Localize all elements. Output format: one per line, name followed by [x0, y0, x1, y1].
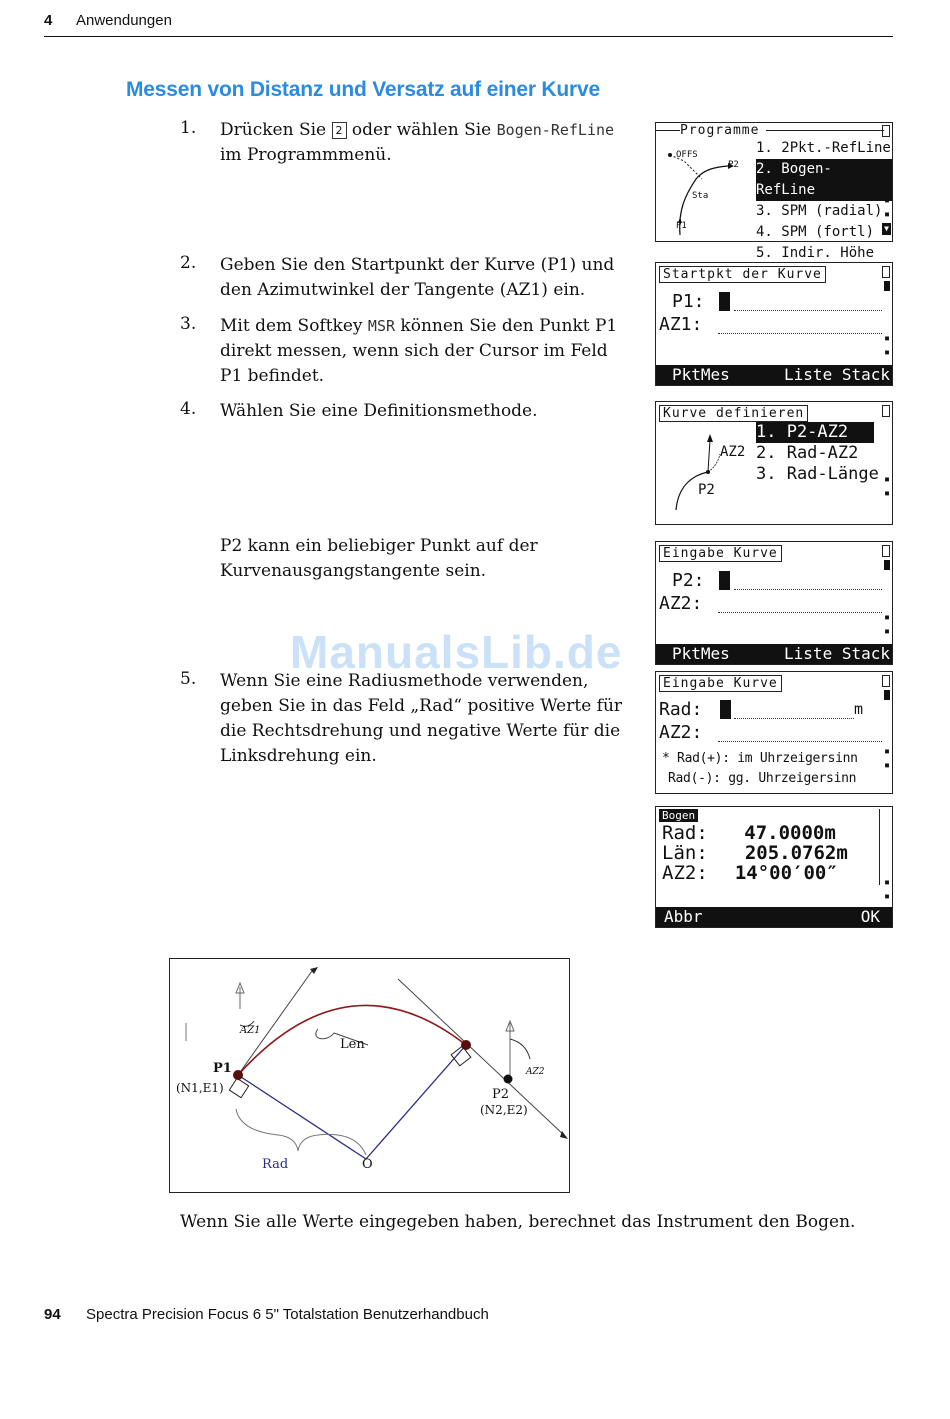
diagram-label-p1: P1: [676, 221, 687, 231]
menu-item-p2-az2[interactable]: 1. P2-AZ2: [756, 422, 874, 443]
curve-diagram-icon: [660, 428, 760, 518]
result-label-rad: Rad:: [662, 822, 708, 844]
menu-item-2pkt-refline[interactable]: 1. 2Pkt.-RefLine: [756, 140, 891, 156]
menu-code: Bogen-RefLine: [496, 121, 615, 139]
battery-icon: [882, 266, 890, 278]
label-rad: Rad: [262, 1157, 289, 1172]
diagram-label-az2: AZ2: [720, 444, 746, 460]
screen-bogen: [655, 806, 893, 928]
screen-startpkt: [655, 262, 893, 386]
hint-clockwise: * Rad(+): im Uhrzeigersinn: [662, 751, 858, 766]
step-number: 2.: [180, 253, 197, 273]
lock-icon: ▪: [883, 488, 890, 499]
menu-item-bogen-refline[interactable]: 2. Bogen-RefLine: [756, 159, 892, 201]
battery-icon: [882, 405, 890, 417]
label-p1: P1: [213, 1061, 232, 1076]
radius-line-end: [366, 1045, 466, 1159]
chapter-title: Anwendungen: [76, 12, 172, 29]
screen-title: Bogen: [659, 809, 698, 822]
watermark: ManualsLib.de: [290, 626, 623, 678]
softkey-abbr[interactable]: Abbr: [664, 907, 703, 926]
screen-eingabe-kurve-rad: [655, 671, 893, 794]
signal-icon: [884, 690, 890, 700]
softkey-pktmes[interactable]: PktMes: [672, 365, 730, 384]
diagram-label-sta: Sta: [692, 191, 709, 201]
label-o: O: [362, 1157, 373, 1172]
step-text: Geben Sie den Startpunkt der Kurve (P1) und den Azimutwinkel der Tangente (AZ1) ein.: [220, 255, 615, 300]
battery-icon: [882, 545, 890, 557]
softkey-pktmes[interactable]: PktMes: [672, 644, 730, 663]
chapter-number: 4: [44, 12, 53, 29]
point-arc-end: [461, 1040, 471, 1050]
result-value-rad: 47.0000m: [744, 822, 836, 844]
field-label-rad: Rad:: [659, 699, 703, 720]
screen-title: Eingabe Kurve: [659, 675, 782, 692]
screen-title: Kurve definieren: [659, 405, 808, 422]
lock-icon: ▪: [883, 612, 890, 623]
unit-label: m: [854, 700, 864, 718]
lock-icon: ▪: [883, 209, 890, 220]
field-label-p1: P1:: [672, 291, 705, 312]
arc-geometry-figure: [169, 958, 570, 1193]
battery-icon: [882, 125, 890, 137]
lock-icon: ▪: [883, 626, 890, 637]
signal-icon: [884, 560, 890, 570]
result-label-laenge: Län:: [662, 842, 708, 864]
p1-input-cursor[interactable]: [719, 292, 730, 311]
screen-title: Startpkt der Kurve: [659, 266, 826, 283]
softkey-bar: [656, 907, 892, 927]
label-az1: AZ1: [240, 1025, 261, 1036]
softkey-bar: [656, 644, 892, 664]
menu-item-spm-fortl[interactable]: 4. SPM (fortl): [756, 224, 875, 240]
right-angle-mark: [229, 1078, 248, 1097]
lock-icon: ▪: [883, 760, 890, 771]
screen-programme: [655, 122, 893, 261]
softkey-liste-stack[interactable]: Liste Stack: [784, 644, 890, 663]
field-label-az1: AZ1:: [659, 314, 703, 335]
diagram-label-offs: OFFS: [676, 150, 698, 160]
lock-icon: ▪: [883, 474, 890, 485]
screen-eingabe-kurve-p2: [655, 541, 893, 665]
label-az2: AZ2: [526, 1067, 545, 1077]
lock-icon: ▪: [883, 333, 890, 344]
lock-icon: ▪: [883, 877, 890, 888]
menu-item-indir-hoehe[interactable]: 5. Indir. Höhe: [756, 245, 875, 261]
lock-icon: ▪: [883, 746, 890, 757]
hint-counterclockwise: Rad(-): gg. Uhrzeigersinn: [668, 771, 857, 786]
scroll-down-icon[interactable]: ▼: [882, 223, 891, 235]
step-text: Drücken Sie 2 oder wählen Sie Bogen-RefLine im Programmmenü.: [220, 120, 615, 165]
label-len: Len: [340, 1037, 365, 1052]
result-label-az2: AZ2:: [662, 862, 708, 884]
result-value-az2: 14°00′00″: [734, 862, 838, 884]
closing-paragraph: Wenn Sie alle Werte eingegeben haben, berechnet das Instrument den Bogen.: [180, 1212, 856, 1232]
rad-input-cursor[interactable]: [720, 700, 731, 719]
field-label-az2: AZ2:: [659, 593, 703, 614]
radius-line-p1: [238, 1075, 366, 1159]
diagram-label-p2: P2: [698, 482, 715, 498]
field-label-p2: P2:: [672, 570, 705, 591]
offset-diagram-icon: [656, 139, 756, 239]
step-number: 5.: [180, 669, 197, 689]
screen-title: Programme: [680, 123, 760, 138]
battery-icon: [882, 675, 890, 687]
footer-title: Spectra Precision Focus 6 5" Totalstation Benutzerhandbuch: [86, 1306, 489, 1323]
step-text: Wählen Sie eine Definitionsmethode.: [220, 401, 538, 421]
label-n1e1: (N1,E1): [176, 1081, 224, 1095]
result-value-laenge: 205.0762m: [744, 842, 848, 864]
screen-kurve-definieren: [655, 401, 893, 525]
label-p2: P2: [492, 1087, 510, 1102]
screen-title: Eingabe Kurve: [659, 545, 782, 562]
lock-icon: ▪: [883, 195, 890, 206]
menu-item-rad-az2[interactable]: 2. Rad-AZ2: [756, 443, 859, 463]
step-number: 3.: [180, 314, 197, 334]
lock-icon: ▪: [883, 891, 890, 902]
step-number: 1.: [180, 118, 197, 138]
lock-icon: ▪: [883, 347, 890, 358]
softkey-ok[interactable]: OK: [860, 907, 880, 926]
label-n2e2: (N2,E2): [480, 1103, 528, 1117]
step-number: 4.: [180, 399, 197, 419]
header-rule: [44, 36, 893, 37]
softkey-code: MSR: [367, 317, 396, 335]
field-label-az2: AZ2:: [659, 722, 703, 743]
step-note: P2 kann ein beliebiger Punkt auf der Kurvenausgangstangente sein.: [220, 536, 538, 581]
signal-icon: [884, 281, 890, 291]
diagram-label-p2: P2: [728, 160, 739, 170]
softkey-liste-stack[interactable]: Liste Stack: [784, 365, 890, 384]
page-number: 94: [44, 1306, 61, 1323]
menu-item-rad-laenge[interactable]: 3. Rad-Länge: [756, 464, 879, 484]
step-text: Wenn Sie eine Radiusmethode verwenden, geben Sie in das Feld „Rad“ positive Werte für die Rechtsdrehung und negative Werte für die Linksdrehung ein.: [220, 671, 623, 766]
step-text: Mit dem Softkey MSR können Sie den Punkt P1 direkt messen, wenn sich der Cursor im Feld P1 befindet.: [220, 316, 618, 386]
menu-item-spm-radial[interactable]: 3. SPM (radial): [756, 203, 883, 219]
point-p2: [504, 1075, 513, 1084]
key-2-icon: 2: [332, 122, 347, 139]
section-title: Messen von Distanz und Versatz auf einer Kurve: [126, 78, 600, 101]
softkey-bar: [656, 365, 892, 385]
point-p1: [233, 1070, 243, 1080]
p2-input-cursor[interactable]: [719, 571, 730, 590]
